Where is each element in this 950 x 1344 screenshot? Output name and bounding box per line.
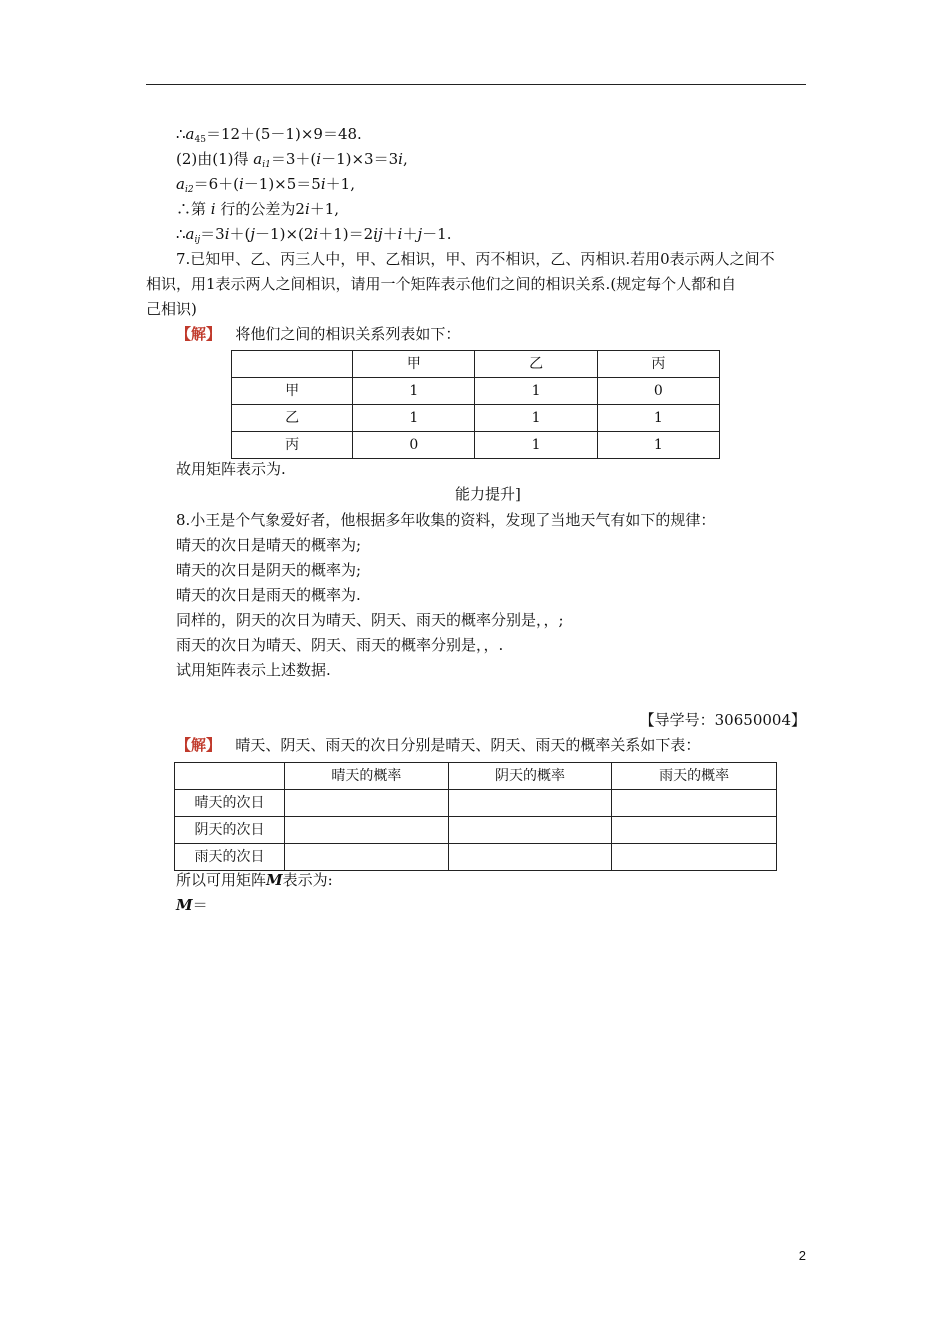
table-row: 丙 0 1 1 [232, 432, 720, 459]
q7-line-3: 己相识) [146, 300, 197, 318]
q8-line-2: 晴天的次日是晴天的概率为; [176, 536, 362, 554]
table-row: 甲 1 1 0 [232, 378, 720, 405]
acquaintance-table [231, 350, 720, 459]
table-header-row: 甲 乙 丙 [232, 351, 720, 378]
q8-line-3: 晴天的次日是阴天的概率为; [176, 561, 362, 579]
q8-after-text: 所以可用矩阵M表示为: [176, 871, 333, 889]
q8-line-5: 同样的，阴天的次日为晴天、阴天、雨天的概率分别是，，; [176, 611, 564, 629]
solution-tag: 【解】 [176, 736, 222, 754]
table-row: 雨天的次日 [175, 844, 777, 871]
section-title: 能力提升] [455, 485, 521, 503]
table-header-row: 晴天的概率 阴天的概率 雨天的概率 [175, 763, 777, 790]
table-row: 晴天的次日 [175, 790, 777, 817]
matrix-m-label: M＝ [176, 896, 208, 914]
q7-line-1: 7.已知甲、乙、丙三人中，甲、乙相识，甲、丙不相识，乙、丙相识.若用0表示两人之间不 [176, 250, 775, 268]
prev-line-2: (2)由(1)得 $a_{i1}=3+(i-1)\times 3=3i$, [176, 150, 408, 170]
q8-line-6: 雨天的次日为晴天、阴天、雨天的概率分别是，，. [176, 636, 504, 654]
prev-line-4: ∴第 i 行的公差为2i＋1, [176, 200, 340, 218]
page-number: 2 [798, 1248, 806, 1263]
q8-line-1: 8.小王是个气象爱好者，他根据多年收集的资料，发现了当地天气有如下的规律： [176, 511, 716, 529]
header-rule [146, 84, 806, 85]
prev-line-3: $a_{i2}=6+(i-1)\times 5=5i+1$, [176, 175, 355, 195]
q7-solution: 【解】 将他们之间的相识关系列表如下： [176, 325, 461, 343]
table-row: 乙 1 1 1 [232, 405, 720, 432]
q8-line-4: 晴天的次日是雨天的概率为. [176, 586, 361, 604]
weather-table [174, 762, 777, 871]
q8-line-7: 试用矩阵表示上述数据. [176, 661, 331, 679]
table-row: 阴天的次日 [175, 817, 777, 844]
prev-line-5: $\therefore a_{ij}=3i+(j-1)\times(2i+1)=2ij+i+j-1$. [176, 225, 452, 245]
q7-line-2: 相识，用1表示两人之间相识，请用一个矩阵表示他们之间的相识关系.(规定每个人都和自 [146, 275, 737, 293]
solution-tag: 【解】 [176, 325, 222, 343]
guide-number: 【导学号：30650004】 [639, 711, 806, 729]
prev-line-1: $\therefore a_{45}=12+(5-1)\times 9=48$. [176, 125, 362, 145]
q7-after-text: 故用矩阵表示为. [176, 460, 286, 478]
q8-solution: 【解】 晴天、阴天、雨天的次日分别是晴天、阴天、雨天的概率关系如下表： [176, 736, 701, 754]
